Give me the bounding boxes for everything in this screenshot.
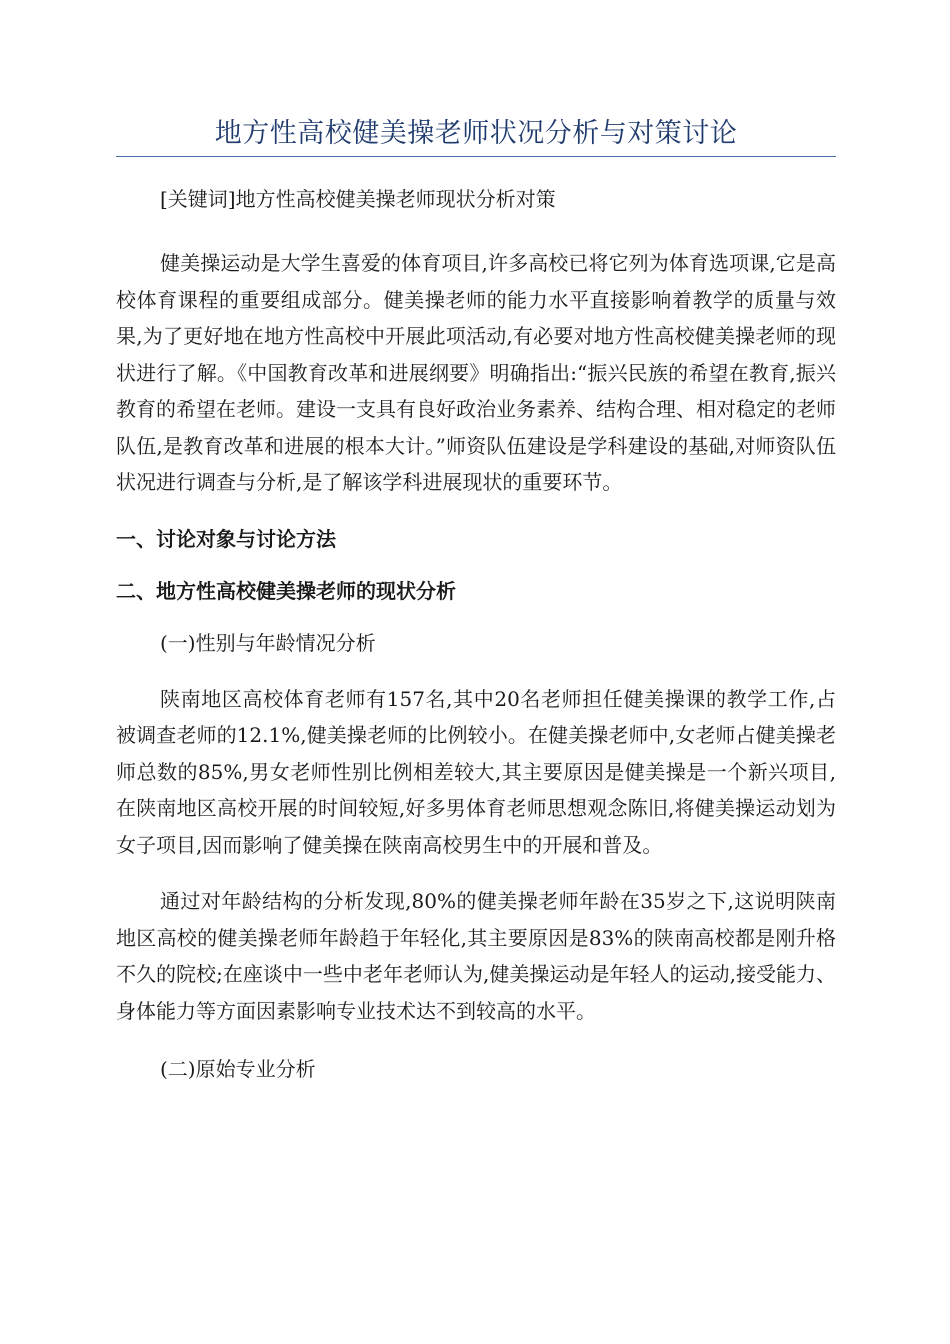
intro-paragraph: 健美操运动是大学生喜爱的体育项目,许多高校已将它列为体育选项课,它是高校体育课程的重要组成部分。健美操老师的能力水平直接影响着教学的质量与效果,为了更好地在地方性高校中开展此项活动,有必要对地方性高校健美操老师的现状进行了解。《中国教育改革和进展纲要》明确指出:“振兴民族的希望在教育,振兴教育的希望在老师。建设一支具有良好政治业务素养、结构合理、相对稳定的老师队伍,是教育改革和进展的根本大计。”师资队伍建设是学科建设的基础,对师资队伍状况进行调查与分析,是了解该学科进展现状的重要环节。 [116, 251, 836, 494]
keywords-line: [关键词]地方性高校健美操老师现状分析对策 [160, 187, 556, 211]
age-paragraph: 通过对年龄结构的分析发现,80%的健美操老师年龄在35岁之下,这说明陕南地区高校的健美操老师年龄趋于年轻化,其主要原因是83%的陕南高校都是刚升格不久的院校;在座谈中一些中老年老师认为,健美操运动是年轻人的运动,接受能力、身体能力等方面因素影响专业技术达不到较高的水平。 [116, 889, 836, 1023]
title-underline [116, 156, 836, 157]
document-page [116, 0, 836, 1085]
subsection-heading-1: (一)性别与年龄情况分析 [160, 630, 376, 655]
section-heading-1: 一、讨论对象与讨论方法 [116, 526, 336, 551]
document-title: 地方性高校健美操老师状况分析与对策讨论 [214, 118, 738, 149]
gender-paragraph: 陕南地区高校体育老师有157名,其中20名老师担任健美操课的教学工作,占被调查老师的12.1%,健美操老师的比例较小。在健美操老师中,女老师占健美操老师总数的85%,男女老师性别比例相差较大,其主要原因是健美操是一个新兴项目,在陕南地区高校开展的时间较短,好多男体育老师思想观念陈旧,将健美操运动划为女子项目,因而影响了健美操在陕南高校男生中的开展和普及。 [116, 686, 836, 857]
section-heading-2: 二、地方性高校健美操老师的现状分析 [116, 578, 456, 603]
subsection-heading-2: (二)原始专业分析 [160, 1057, 316, 1081]
